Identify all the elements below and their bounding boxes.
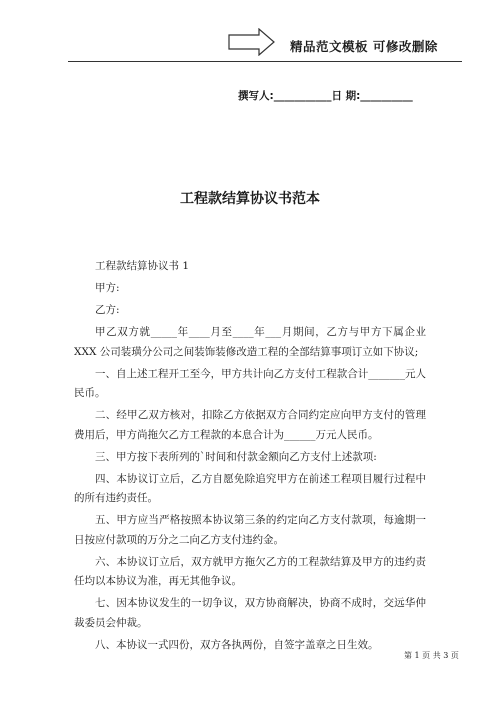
paragraph: 五、甲方应当严格按照本协议第三条的约定向乙方支付款项，每逾期一日按应付款项的万分之二向乙方支付违约金。 <box>74 514 426 546</box>
paragraph: 四、本协议订立后，乙方自愿免除追究甲方在前述工程项目履行过程中的所有违约责任。 <box>74 472 426 504</box>
document-title: 工程款结算协议书范本 <box>180 191 320 207</box>
paragraph: 甲方: <box>95 282 120 294</box>
paragraph: 六、本协议订立后，双方就甲方拖欠乙方的工程款结算及甲方的违约责任均以本协议为准，再无其他争议。 <box>74 555 426 587</box>
page-header <box>68 28 462 62</box>
paragraph: 二、经甲乙双方核对，扣除乙方依据双方合同约定应向甲方支付的管理费用后，甲方尚拖欠乙方工程款的本息合计为______万元人民币。 <box>74 409 426 441</box>
document-body <box>74 257 426 658</box>
arrow-right-icon <box>228 28 276 56</box>
paragraph: 七、因本协议发生的一切争议，双方协商解决，协商不成时，交远华仲裁委员会仲裁。 <box>74 597 426 629</box>
header-banner-text: 精品范文模板 可修改删除 <box>290 39 438 54</box>
paragraph: 乙方: <box>95 304 120 316</box>
paragraph: 八、本协议一式四份，双方各执两份，自签字盖章之日生效。 <box>95 638 379 651</box>
author-date-line: 撰写人:___________日 期:__________ <box>238 90 413 102</box>
paragraph: 工程款结算协议书 1 <box>95 260 190 272</box>
page-number: 第 1 页 共 3 页 <box>404 651 459 660</box>
paragraph: 一、自上述工程开工至今，甲方共计向乙方支付工程款合计_______元人民币。 <box>74 367 426 399</box>
header-divider <box>68 61 462 62</box>
paragraph: 甲乙双方就_____年____月至____年___月期间，乙方与甲方下属企业 XXX 公司装璜分公司之间装饰装修改造工程的全部结算事项订立如下协议; <box>74 326 426 358</box>
paragraph: 三、甲方按下表所列的`时间和付款金额向乙方支付上述款项: <box>95 450 377 463</box>
